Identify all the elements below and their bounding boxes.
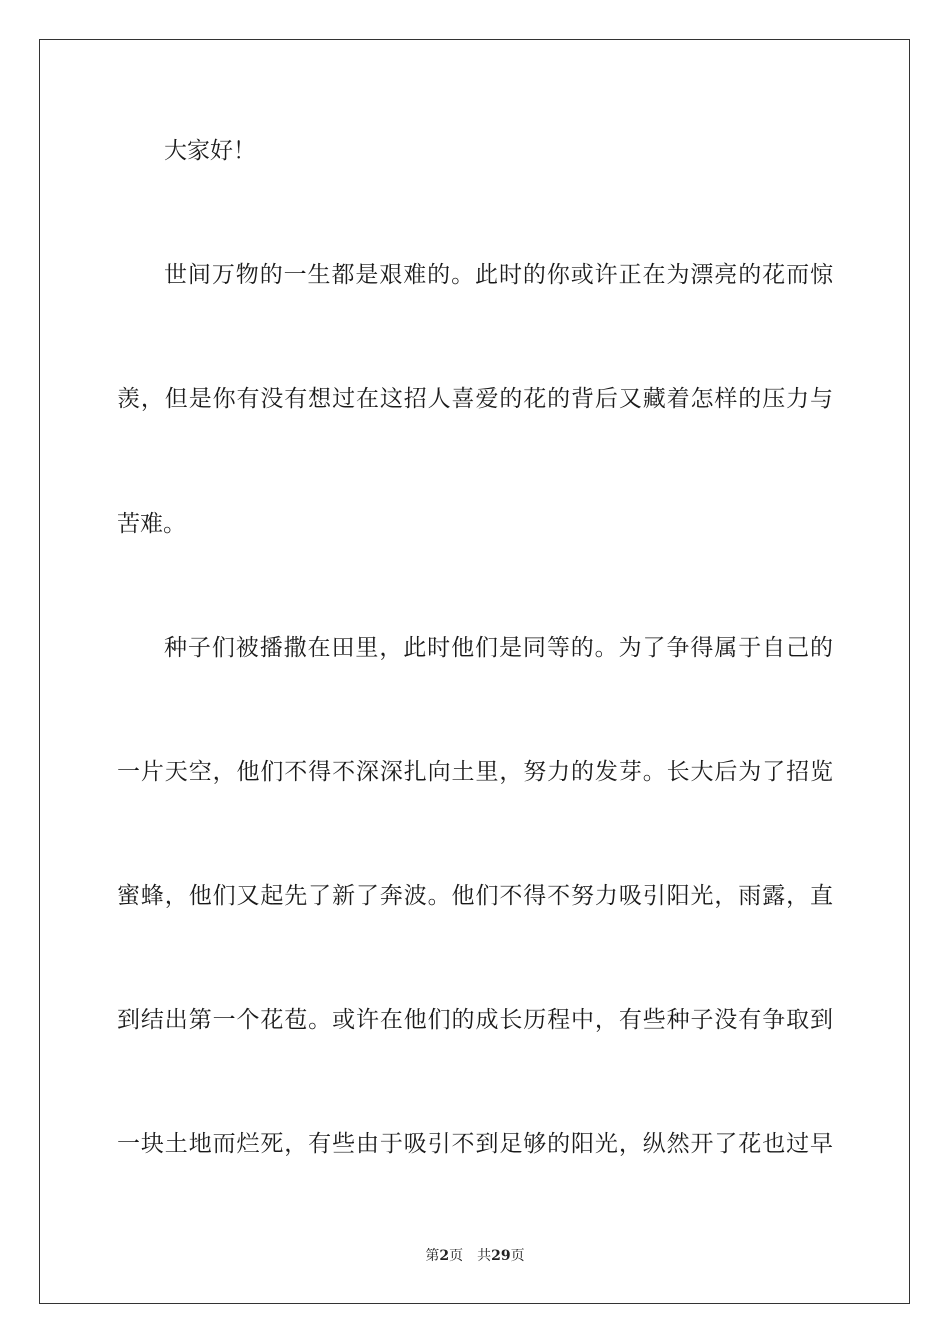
footer-page-prefix: 第 <box>425 1248 440 1264</box>
paragraph-line: 一块土地而烂死，有些由于吸引不到足够的阳光，纵然开了花也过早 <box>117 1131 833 1157</box>
footer-total-pages: 29 <box>491 1248 511 1264</box>
footer-page-suffix: 页 <box>449 1248 464 1264</box>
paragraph-line: 苦难。 <box>117 511 186 537</box>
footer-total-suffix: 页 <box>510 1248 525 1264</box>
page-footer <box>0 1246 950 1266</box>
page-border <box>39 39 910 1304</box>
paragraph-line: 羡，但是你有没有想过在这招人喜爱的花的背后又藏着怎样的压力与 <box>117 386 833 412</box>
paragraph-line: 一片天空，他们不得不深深扎向土里，努力的发芽。长大后为了招览 <box>117 759 833 785</box>
greeting-line: 大家好！ <box>164 138 256 164</box>
paragraph-line: 蜜蜂，他们又起先了新了奔波。他们不得不努力吸引阳光，雨露，直 <box>117 883 833 909</box>
paragraph-line: 到结出第一个花苞。或许在他们的成长历程中，有些种子没有争取到 <box>117 1007 833 1033</box>
paragraph-line: 世间万物的一生都是艰难的。此时的你或许正在为漂亮的花而惊 <box>164 262 833 288</box>
paragraph-line: 种子们被播撒在田里，此时他们是同等的。为了争得属于自己的 <box>164 635 833 661</box>
footer-page-number: 2 <box>439 1248 450 1264</box>
footer-total-prefix: 共 <box>477 1248 492 1264</box>
